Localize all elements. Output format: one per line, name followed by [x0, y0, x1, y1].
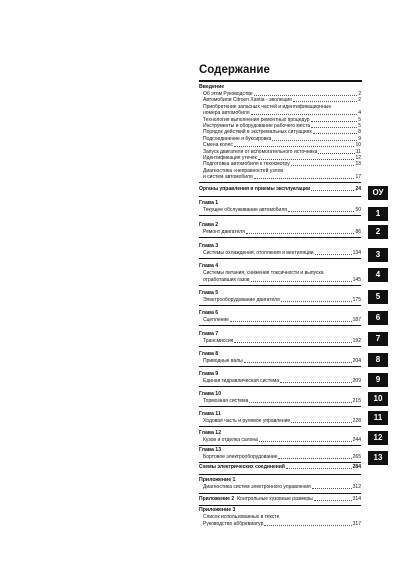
appendix-2-page: 314 [352, 496, 361, 502]
chapter-label: Глава 2 [199, 222, 219, 228]
schemes-page: 284 [352, 464, 361, 470]
chapter-page: 228 [352, 418, 361, 424]
appendix-3-text-1: Список использованных в тексте [203, 514, 280, 520]
entry-text: Диагностика «неправностей узлов [203, 167, 284, 174]
leader-dots [254, 91, 358, 96]
controls-text: Органы управления и приемы эксплуатации [199, 186, 311, 192]
chapter-page: 244 [352, 437, 361, 443]
section-rule [199, 196, 361, 197]
entry-page: 5 [358, 116, 361, 123]
chapter-label: Глава 8 [199, 351, 219, 357]
chapter-label: Глава 4 [199, 263, 219, 269]
leader-dots [249, 398, 351, 403]
chapter-title: Электрооборудование двигателя [203, 297, 280, 303]
chapter-tab[interactable]: 4 [368, 268, 388, 282]
chapter-entry[interactable] [203, 270, 361, 277]
leader-dots [278, 454, 351, 459]
section-rule [199, 505, 361, 506]
chapter-title: Ремонт двигателя [203, 229, 245, 235]
chapter-tab[interactable]: 2 [368, 225, 388, 239]
appendix-3-page-2: 317 [352, 521, 361, 527]
chapter-rule [199, 366, 361, 367]
leader-dots [234, 142, 355, 147]
leader-dots [314, 496, 352, 501]
chapter-title: Кузов и отделка салона [203, 437, 258, 443]
chapter-rule [199, 426, 361, 427]
leader-dots [264, 521, 351, 526]
leader-dots [318, 149, 354, 154]
chapter-tab[interactable]: 3 [368, 248, 388, 262]
leader-dots [251, 277, 352, 282]
leader-dots [286, 464, 352, 469]
chapter-rule [199, 386, 361, 387]
entry-text: Инструменты и оборудование рабочего места [203, 123, 311, 129]
controls-page: 24 [355, 186, 361, 192]
chapter-title: Тормозная система [203, 398, 249, 404]
entry-page: 2 [358, 91, 361, 97]
chapter-tab[interactable]: 1 [368, 207, 388, 221]
leader-dots [244, 358, 352, 363]
appendix-2-text: Контрольные кузовные размеры [237, 496, 313, 502]
chapter-page: 50 [355, 207, 361, 213]
chapter-label: Глава 3 [199, 243, 219, 249]
entry-text: Приобретение запасных частей и идентификационные [203, 103, 332, 110]
entry-text: Идентификация утечек [203, 155, 257, 161]
chapter-entry[interactable] [203, 437, 361, 444]
chapter-page: 215 [352, 398, 361, 404]
entry-page: 4 [358, 110, 361, 117]
entry-page: 17 [355, 174, 361, 181]
chapter-label: Глава 1 [199, 200, 219, 206]
toc-title: Содержание [199, 64, 270, 76]
chapter-rule [199, 237, 361, 238]
chapter-page: 86 [355, 229, 361, 235]
entry-page: 9 [358, 135, 361, 142]
chapter-entry[interactable] [203, 418, 361, 425]
entry-page: 12 [355, 155, 361, 161]
chapter-entry[interactable] [203, 277, 361, 284]
chapter-rule [199, 325, 361, 326]
leader-dots [332, 104, 360, 109]
chapter-rule [199, 305, 361, 306]
appendix-3-label: Приложение 3 [199, 507, 236, 513]
leader-dots [311, 186, 354, 191]
chapter-rule [199, 462, 361, 463]
chapter-label: Глава 9 [199, 371, 219, 377]
title-rule [199, 80, 362, 82]
entry-page: 8 [358, 129, 361, 136]
entry-text: Запуск двигателя от вспомогательного источника [203, 148, 318, 155]
chapter-entry[interactable] [203, 398, 361, 405]
leader-space [280, 514, 360, 519]
chapter-entry[interactable] [203, 250, 361, 257]
chapter-page: 145 [352, 277, 361, 283]
chapter-page: 134 [352, 250, 361, 256]
entry-text: Порядок действий в экстремальных ситуациях [203, 129, 312, 136]
chapter-tab[interactable]: ОУ [368, 186, 388, 200]
chapter-title: Системы охлаждения, отопления и вентиляции [203, 250, 314, 256]
leader-dots [234, 338, 351, 343]
leader-dots [258, 155, 355, 160]
appendix-3-text-2: Руководство аббревиатур [203, 521, 264, 527]
leader-dots [313, 129, 357, 134]
chapter-tab[interactable]: 10 [368, 392, 388, 406]
leader-dots [291, 418, 351, 423]
entry-text: Подготовка автомобиля к техосмотру [203, 161, 290, 168]
entry-page: 10 [355, 142, 361, 149]
leader-dots [284, 168, 360, 173]
entry-text: номера автомобиля [203, 110, 250, 117]
chapter-page: 192 [352, 338, 361, 344]
appendix-2-label: Приложение 2 [199, 496, 235, 502]
chapter-tab[interactable]: 13 [368, 451, 388, 465]
leader-dots [246, 229, 355, 234]
chapter-page: 175 [352, 297, 361, 303]
chapter-tab[interactable]: 6 [368, 311, 388, 325]
chapter-rule [199, 258, 361, 259]
leader-dots [259, 437, 352, 442]
chapter-entry[interactable] [203, 378, 361, 385]
entry-text: Подсоединение и буксировка [203, 135, 272, 142]
chapter-title: Системы питания, снижения токсичности и выпуска [203, 270, 324, 276]
chapter-label: Глава 11 [199, 411, 221, 417]
chapter-title: Ходовая часть и рулевое управление [203, 418, 291, 424]
chapter-tab[interactable]: 8 [368, 353, 388, 367]
entry-text: Об этом Руководстве [203, 91, 253, 97]
section-rule [199, 182, 361, 183]
leader-dots [311, 123, 357, 128]
leader-dots [315, 250, 352, 255]
chapter-tab[interactable]: 11 [368, 411, 388, 425]
chapter-label: Глава 7 [199, 331, 219, 337]
chapter-page: 265 [352, 454, 361, 460]
leader-dots [272, 136, 357, 141]
leader-dots [230, 317, 352, 322]
chapter-page: 187 [352, 317, 361, 323]
leader-dots [254, 174, 355, 179]
leader-dots [288, 207, 354, 212]
chapter-tab[interactable]: 7 [368, 332, 388, 346]
schemes-text: Схемы электрических соединений [199, 464, 285, 470]
chapter-label: Глава 6 [199, 310, 219, 316]
chapter-entry[interactable] [203, 358, 361, 365]
entry-page: 2 [358, 97, 361, 104]
leader-dots [280, 378, 352, 383]
chapter-label: Глава 12 [199, 430, 222, 436]
intro-entry[interactable] [203, 174, 361, 181]
entry-page: 13 [355, 161, 361, 168]
chapter-title: Сцепление [203, 317, 229, 323]
chapter-title: отработавших газов [203, 277, 250, 283]
section-rule [199, 474, 361, 475]
chapter-entry[interactable] [203, 454, 361, 461]
entry-page: 11 [355, 148, 361, 155]
chapter-entry[interactable] [203, 297, 361, 304]
entry-page: 5 [358, 123, 361, 129]
entry-text: Автомобили Citroen Xantia - эволюция [203, 97, 292, 104]
appendix-1-text: Диагностика систем электронного управления [203, 484, 311, 490]
chapter-rule [199, 406, 361, 407]
chapter-tab[interactable]: 5 [368, 290, 388, 304]
leader-dots [311, 117, 358, 122]
leader-dots [325, 270, 360, 275]
intro-heading: Введение [199, 84, 225, 90]
appendix-1-entry[interactable] [203, 484, 361, 491]
chapter-title: Бортовое электрооборудование [203, 454, 278, 460]
chapter-label: Глава 5 [199, 290, 219, 296]
appendix-3-line-1[interactable] [203, 514, 361, 521]
entry-text: Смена колес [203, 142, 233, 149]
chapter-label: Глава 13 [199, 447, 222, 453]
chapter-title: Трансмиссия [203, 338, 234, 344]
chapter-rule [199, 215, 361, 216]
leader-dots [291, 161, 355, 166]
chapter-page: 204 [352, 358, 361, 364]
chapter-title: Единая гидравлическая система [203, 378, 280, 384]
entry-text: и систем автомобиля [203, 174, 253, 181]
chapter-tab[interactable]: 9 [368, 373, 388, 387]
leader-dots [312, 484, 352, 489]
chapter-title: Приводные валы [203, 358, 243, 364]
chapter-rule [199, 445, 361, 446]
chapter-entry[interactable] [203, 317, 361, 324]
schemes-entry[interactable] [199, 464, 361, 471]
leader-dots [251, 110, 358, 115]
chapter-rule [199, 285, 361, 286]
section-rule [199, 493, 361, 494]
chapter-title: Текущее обслуживание автомобиля [203, 207, 287, 213]
chapter-entry[interactable] [203, 207, 361, 214]
leader-dots [281, 297, 352, 302]
chapter-entry[interactable] [203, 229, 361, 236]
chapter-entry[interactable] [203, 338, 361, 345]
appendix-3-line-2[interactable] [203, 521, 361, 528]
controls-entry[interactable] [199, 186, 361, 193]
chapter-page: 209 [352, 378, 361, 384]
appendix-1-page: 312 [352, 484, 361, 490]
chapter-label: Глава 10 [199, 391, 222, 397]
chapter-tab[interactable]: 12 [368, 431, 388, 445]
entry-text: Технология выполнения ремонтных процедур [203, 116, 310, 123]
appendix-1-label: Приложение 1 [199, 477, 236, 483]
leader-dots [293, 97, 357, 102]
chapter-rule [199, 346, 361, 347]
appendix-2-entry[interactable] [199, 496, 361, 503]
